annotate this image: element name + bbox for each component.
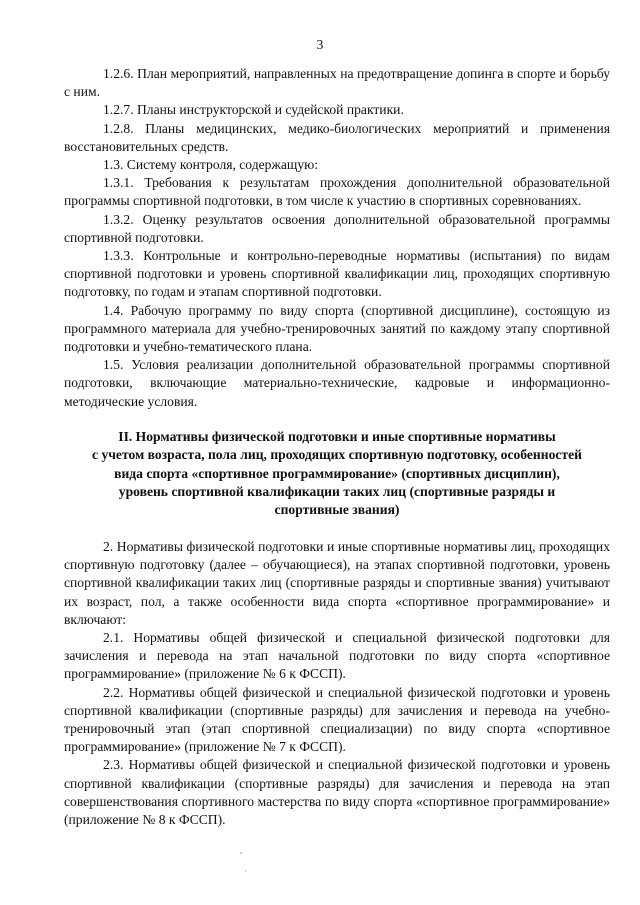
paragraph-1-2-7: 1.2.7. Планы инструкторской и судейской практики.	[103, 102, 404, 118]
paragraph-1-2-8: 1.2.8. Планы медицинских, медико-биологических мероприятий и применения восстановительных средств.	[64, 120, 610, 154]
section-heading	[64, 428, 610, 520]
paragraph-1-5: 1.5. Условия реализации дополнительной образовательной программы спортивной подготовки, включающие материально-технические, кадровые и информационно-методические условия.	[64, 357, 610, 409]
section-heading-line: спортивные звания)	[274, 502, 400, 518]
section-heading-line: уровень спортивной квалификации таких лиц (спортивные разряды и	[118, 484, 556, 500]
section-heading-line: с учетом возраста, пола лиц, проходящих спортивную подготовку, особенностей	[92, 447, 582, 463]
section-heading-line: вида спорта «спортивное программирование» (спортивных дисциплин),	[114, 465, 560, 481]
page-number: 3	[316, 37, 324, 52]
paragraph-1-2-6: 1.2.6. План мероприятий, направленных на предотвращение допинга в спорте и борьбу с ним.	[64, 66, 610, 100]
paragraph-2-2: 2.2. Нормативы общей физической и специальной физической подготовки и уровень спортивной квалификации (спортивные разряды) для зачисления и перевода на учебно-тренировочный этап (этап спортивной специализации) по виду спорта «спортивное программирование» (приложение № 7 к ФССП).	[64, 684, 610, 755]
paragraph-1-3-3: 1.3.3. Контрольные и контрольно-переводные нормативы (испытания) по видам спортивной подготовки и уровень спортивной квалификации лиц, проходящих спортивную подготовку, по годам и этапам спортивной подготовки.	[64, 248, 610, 300]
section-heading-line: II. Нормативы физической подготовки и иные спортивные нормативы	[118, 428, 556, 444]
paragraph-1-3-1: 1.3.1. Требования к результатам прохождения дополнительной образовательной программы спортивной подготовки, в том числе к участию в спортивных соревнованиях.	[64, 175, 610, 209]
scan-speck	[245, 870, 246, 872]
paragraph-1-3: 1.3. Систему контроля, содержащую:	[103, 157, 319, 173]
paragraph-2: 2. Нормативы физической подготовки и иные спортивные нормативы лиц, проходящих спортивную подготовку (далее – обучающиеся), на этапах спортивной подготовки, уровень спортивной квалификации таких лиц (спортивные разряды и спортивные звания) учитывают их возраст, пол, а также особенности вида спорта «спортивное программирование» и включают:	[64, 538, 610, 627]
paragraph-1-3-2: 1.3.2. Оценку результатов освоения дополнительной образовательной программы спортивной подготовки.	[64, 211, 610, 245]
document-body	[64, 65, 610, 829]
paragraph-2-1: 2.1. Нормативы общей физической и специальной физической подготовки для зачисления и перевода на этап начальной подготовки по виду спорта «спортивное программирование» (приложение № 6 к ФССП).	[64, 629, 610, 682]
paragraph-1-4: 1.4. Рабочую программу по виду спорта (спортивной дисциплине), состоящую из программного материала для учебно-тренировочных занятий по каждому этапу спортивной подготовки и учебно-тематического плана.	[64, 302, 610, 355]
paragraph-2-3: 2.3. Нормативы общей физической и специальной физической подготовки и уровень спортивной квалификации (спортивные разряды) для зачисления и перевода на этап совершенствования спортивного мастерства по виду спорта «спортивное программирование» (приложение № 8 к ФССП).	[64, 757, 610, 827]
scan-speck	[240, 852, 242, 854]
